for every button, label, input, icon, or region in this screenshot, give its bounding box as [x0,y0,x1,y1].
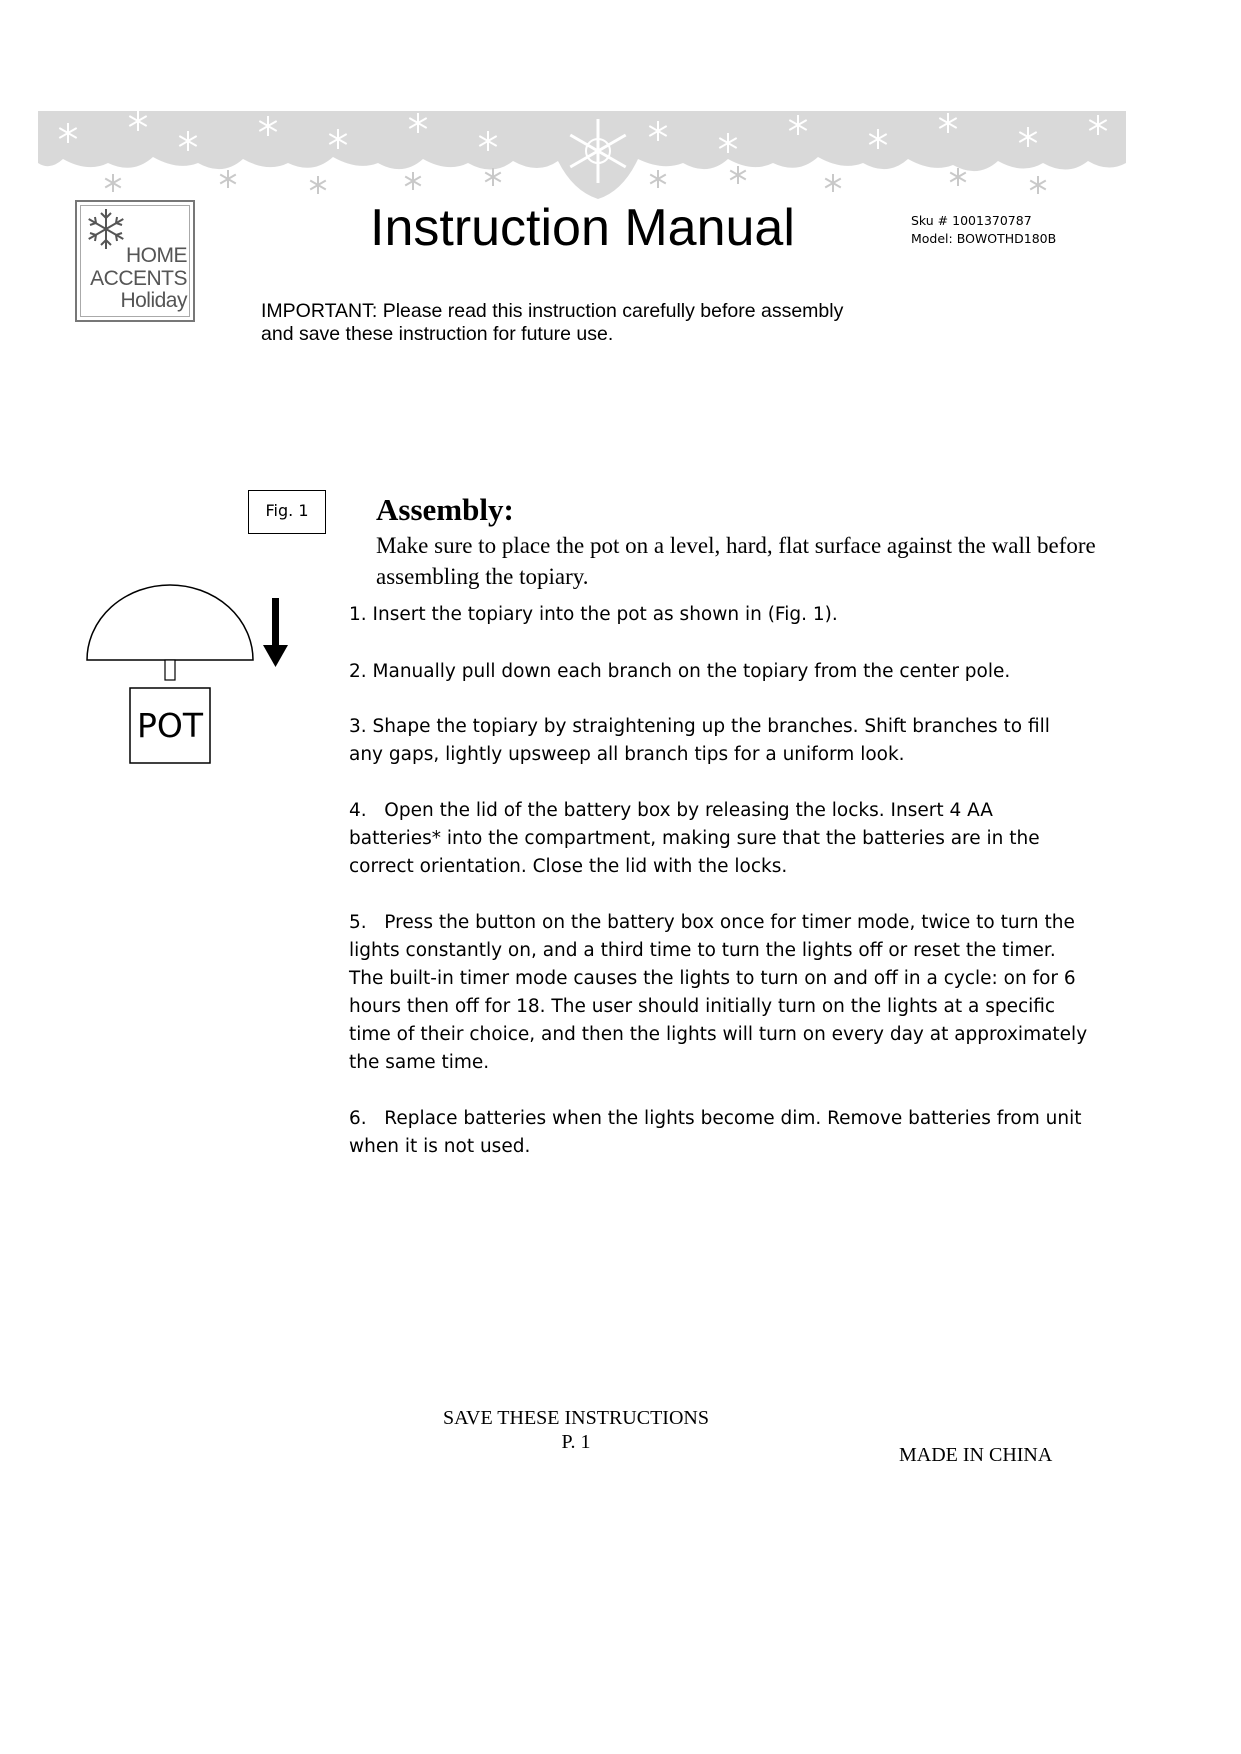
model-number: Model: BOWOTHD180B [911,231,1057,246]
assembly-intro: Make sure to place the pot on a level, hard, flat surface against the wall before assembling the topiary. [376,533,1096,589]
important-line-1: IMPORTANT: Please read this instruction carefully before assembly [261,300,844,322]
topiary-dome [87,585,253,660]
step-6: 6. Replace batteries when the lights become dim. Remove batteries from unit when it is not used. [349,1108,1082,1157]
brand-logo [75,200,195,322]
step-3: 3. Shape the topiary by straightening up the branches. Shift branches to fill any gaps, lightly upsweep all branch tips for a uniform look. [349,716,1050,765]
page-title: Instruction Manual [370,199,795,257]
sku-block [911,212,1056,248]
snowflake-icon [81,204,131,254]
logo-text-accents: ACCENTS [90,267,187,290]
made-in-label: MADE IN CHINA [899,1444,1053,1466]
footer-save-instructions: SAVE THESE INSTRUCTIONS [443,1407,709,1429]
important-notice [261,300,843,346]
snowflake-banner [38,111,1126,203]
logo-text-holiday: Holiday [120,289,187,312]
assembly-heading: Assembly: [376,492,514,527]
step-2: 2. Manually pull down each branch on the topiary from the center pole. [349,661,1011,682]
sku-number: Sku # 1001370787 [911,213,1032,228]
logo-text-home: HOME [126,244,187,267]
page-number: P. 1 [561,1431,591,1453]
step-4: 4. Open the lid of the battery box by releasing the locks. Insert 4 AA batteries* into the compartment, making sure that the batteries are in the correct orientation. Close the lid with the locks. [349,800,1040,877]
step-5: 5. Press the button on the battery box once for timer mode, twice to turn the lights constantly on, and a third time to turn the lights off or reset the timer. The built-in timer mode causes the lights to turn on and off in a cycle: on for 6 hours then off for 18. The user should initially turn on the lights at a specific time of their choice, and then the lights will turn on every day at approximately the same time. [349,912,1088,1073]
step-1: 1. Insert the topiary into the pot as shown in (Fig. 1). [349,604,838,625]
down-arrow-icon [263,598,288,667]
important-line-2: and save these instruction for future use. [261,323,614,345]
pot-label: POT [136,706,204,745]
figure-label: Fig. 1 [248,490,326,534]
center-pole [165,660,175,680]
